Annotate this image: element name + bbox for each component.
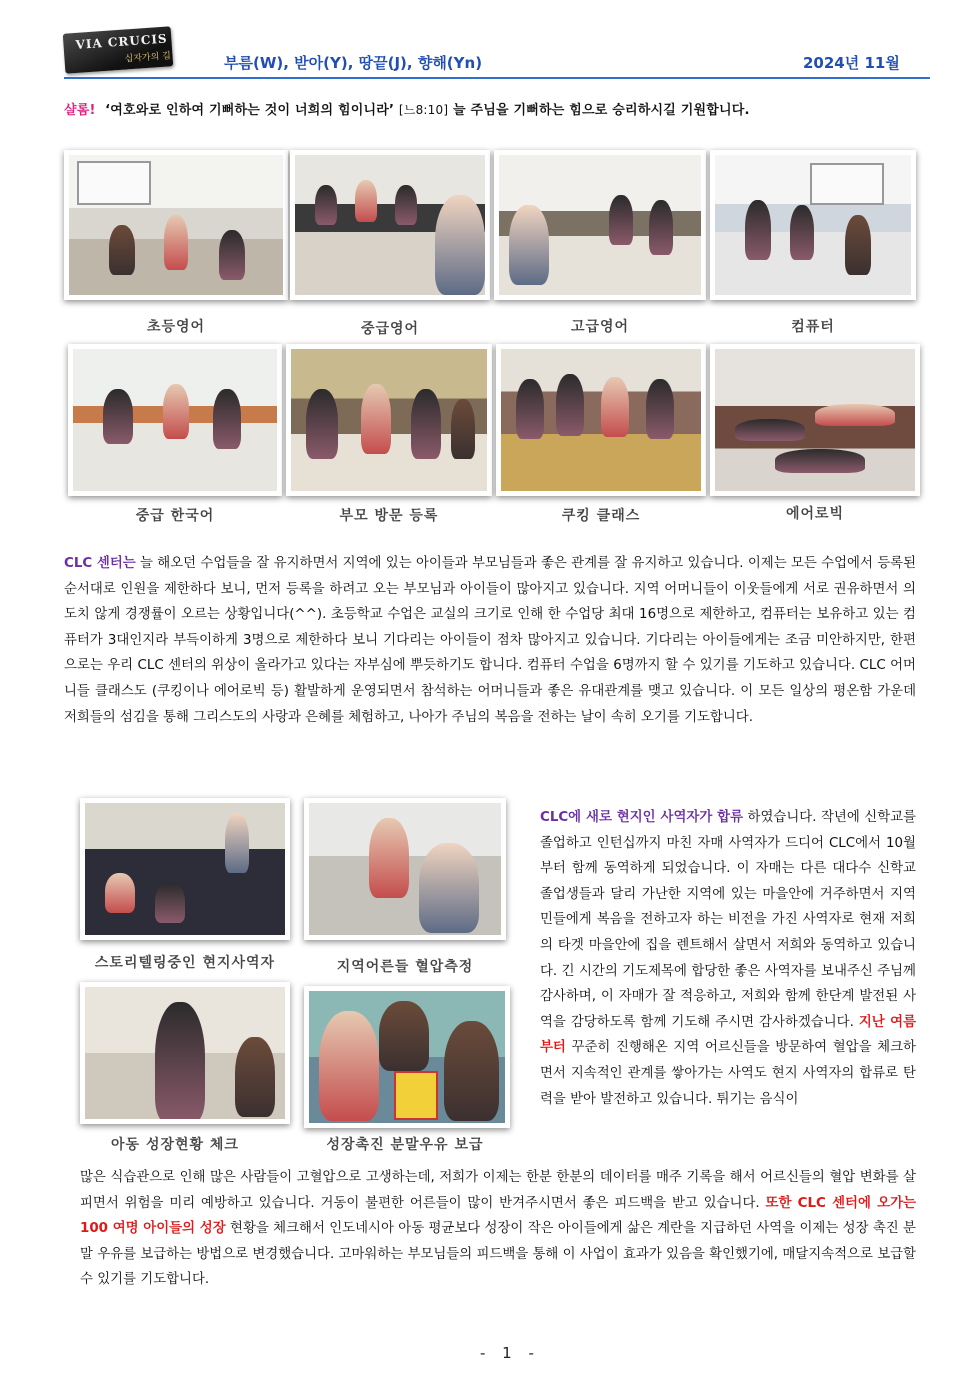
- photo-aerobics: [710, 344, 920, 496]
- greeting-shalom: 샬롬!: [64, 103, 96, 118]
- worker-paragraph: [540, 805, 916, 1112]
- caption-advanced-english: 고급영어: [570, 319, 630, 335]
- worker-body-1: 하였습니다. 작년에 신학교를 졸업하고 인턴십까지 마친 자매 사역자가 드디어 CLC에서 10월부터 함께 동역하게 되었습니다. 이 자매는 다른 대다수 신학교 졸업생들과 달리 가난한 지역에 있는 마을안에 거주하면서 지역민들에게 복음을 전하고자 하는 비전을 가진 사역자로 현재 저희의 타겟 마을안에 집을 렌트해서 살면서 저희와 동역하고 있습니다. 긴 시간의 기도제목에 합당한 좋은 사역자를 보내주신 주님께 감사하며, 이 자매가 잘 적응하고, 저희와 함께 한단계 발전된 사역을 감당하도록 함께 기도해 주시면 감사하겠습니다.: [540, 810, 917, 1030]
- worker-body-3: 많은 식습관으로 인해 많은 사람들이 고혈압으로 고생하는데, 저희가 이제는 한분 한분의 데이터를 매주 기록을 해서 어르신들의 혈압 변화를 살피면서 위험을 미리 예방하고 있습니다. 거동이 불편한 어른들이 많이 반겨주시면서 좋은 피드백을 받고 있습니다.: [80, 1170, 916, 1211]
- photo-parent-registration: [286, 344, 492, 496]
- caption-aerobics: 에어로빅: [785, 506, 845, 522]
- logo-text: VIA CRUCIS: [75, 31, 169, 52]
- caption-blood-pressure: 지역어른들 혈압측정: [336, 959, 474, 975]
- clc-center-paragraph: [64, 551, 916, 730]
- caption-parent-registration: 부모 방문 등록: [339, 508, 439, 524]
- photo-blood-pressure: [304, 798, 506, 940]
- photo-elementary-english: [64, 150, 288, 300]
- photo-cooking-class: [496, 344, 706, 496]
- worker-body-4: 현황을 체크해서 인도네시아 아동 평균보다 성장이 작은 아이들에게 삶은 계란을 지급하던 사역을 이제는 성장 촉진 분말 우유를 보급하는 방법으로 변경했습니다. 고마워하는 부모님들의 피드백을 통해 이 사업이 효과가 있음을 확인했기에, 매달지속적으로 보급할 수 있기를 기도합니다.: [80, 1221, 916, 1288]
- caption-growth-check: 아동 성장현황 체크: [111, 1137, 239, 1153]
- header-divider: [64, 77, 930, 79]
- caption-milk-distribution: 성장촉진 분말우유 보급: [326, 1137, 484, 1153]
- caption-computer: 컴퓨터: [791, 319, 835, 335]
- photo-advanced-english: [494, 150, 706, 300]
- logo-subtext: 십자가의 길: [124, 51, 172, 65]
- caption-cooking-class: 쿠킹 클래스: [561, 508, 641, 524]
- newsletter-title: 부름(W), 받아(Y), 땅끝(J), 향해(Yn): [224, 54, 483, 72]
- photo-milk-distribution: [304, 986, 510, 1128]
- clc-center-body: 늘 해오던 수업들을 잘 유지하면서 지역에 있는 아이들과 부모님들과 좋은 관계를 잘 유지하고 있습니다. 이제는 모든 수업에서 등록된 순서대로 인원을 제한하다 보니, 먼저 등록을 하려고 오는 부모님과 아이들이 많아지고 있습니다. 지역 어머니들이 이웃들에게 서로 권유하면서 의도치 않게 경쟁률이 오르는 상황입니다(^^). 초등학교 수업은 교실의 크기로 인해 한 수업당 최대 16명으로 제한하고, 컴퓨터는 보유하고 있는 컴퓨터가 3대인지라 부득이하게 3명으로 제한하다 보니 기다리는 아이들이 점차 많아지고 있습니다. 기다리는 아이들에게는 조금 미안하지만, 한편으로는 우리 CLC 센터의 위상이 올라가고 있다는 자부심에 뿌듯하기도 합니다. 컴퓨터 수업을 6명까지 할 수 있기를 기도하고 있습니다. CLC 어머니들 클래스도 (쿠킹이나 에어로빅 등) 활발하게 운영되면서 참석하는 어머니들과 좋은 유대관계를 맺고 있습니다. 이 모든 일상의 평온함 가운데 저희들의 섬김을 통해 그리스도의 사랑과 은혜를 체험하고, 나아가 주님의 복음을 전하는 날이 속히 오기를 기도합니다.: [64, 556, 916, 725]
- greeting-verse: ‘여호와로 인하여 기뻐하는 것이 너희의 힘이니라’: [105, 103, 395, 118]
- caption-elementary-english: 초등영어: [146, 319, 206, 335]
- photo-storytelling: [80, 798, 290, 940]
- greeting-line: [64, 99, 750, 118]
- newsletter-date: 2024년 11월: [803, 54, 900, 72]
- worker-highlight-growth: 또한 CLC 센터에 오가는 100 여명 아이들의 성장: [80, 1195, 916, 1237]
- caption-intermediate-english: 중급영어: [360, 321, 420, 337]
- caption-korean-class: 중급 한국어: [135, 508, 215, 524]
- caption-storytelling: 스토리텔링중인 현지사역자: [94, 955, 276, 971]
- photo-intermediate-english: [290, 150, 490, 300]
- worker-paragraph-continued: [80, 1165, 916, 1293]
- clc-center-lead: CLC 센터는: [64, 556, 136, 571]
- photo-computer-class: [710, 150, 916, 300]
- worker-body-2: 꾸준히 진행해온 지역 어르신들을 방문하여 혈압을 체크하면서 지속적인 관계를 쌓아가는 사역도 현지 사역자의 합류로 탄력을 받아 발전하고 있습니다. 튀기는 음식이: [540, 1040, 916, 1107]
- worker-highlight-summer: 지난 여름부터: [540, 1014, 917, 1056]
- photo-korean-class: [68, 344, 282, 496]
- photo-growth-check: [80, 982, 290, 1124]
- via-crucis-logo: [63, 26, 174, 73]
- worker-lead: CLC에 새로 현지인 사역자가 합류: [540, 810, 744, 825]
- page-number: - 1 -: [480, 1344, 540, 1362]
- greeting-rest: 늘 주님을 기뻐하는 힘으로 승리하시길 기원합니다.: [452, 103, 750, 118]
- greeting-reference: [느8:10]: [398, 103, 449, 117]
